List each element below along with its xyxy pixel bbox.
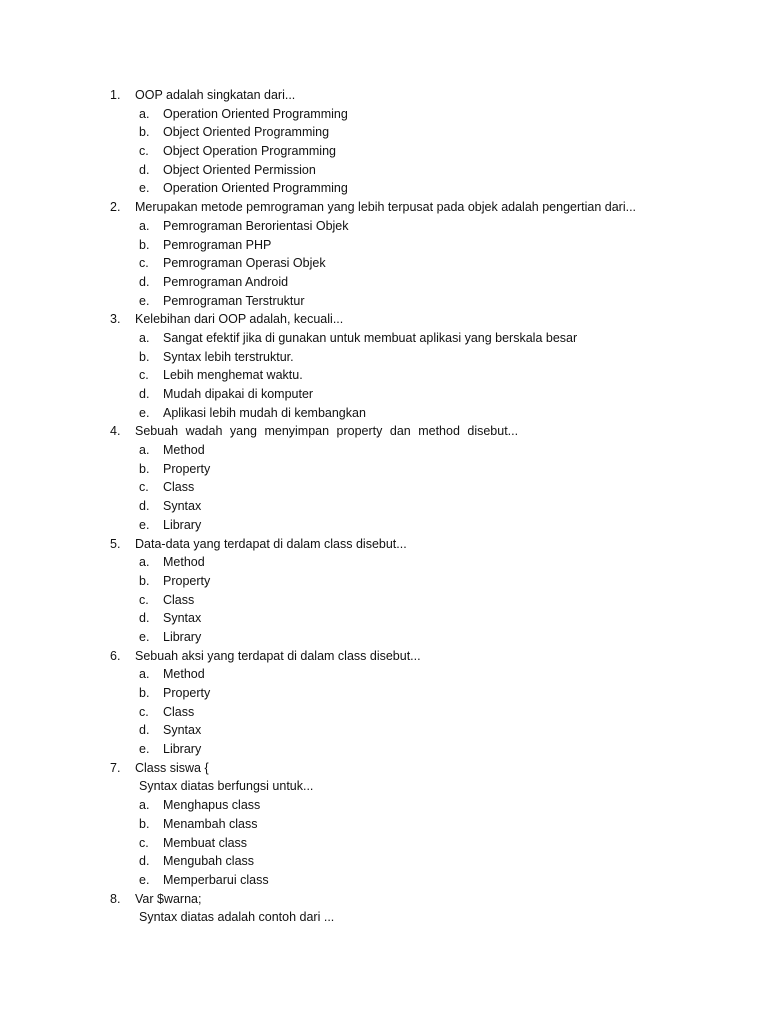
option-text: Pemrograman Terstruktur [163,293,305,308]
answer-option [0,292,768,311]
option-letter: c. [139,144,149,159]
answer-option [0,161,768,180]
option-letter: a. [139,330,150,345]
option-letter: e. [139,872,150,887]
answer-option [0,572,768,591]
answer-option [0,142,768,161]
option-text: Method [163,555,205,570]
option-text: Memperbarui class [163,872,269,887]
question-text: Sebuah aksi yang terdapat di dalam class disebut... [135,648,421,663]
option-text: Pemrograman Operasi Objek [163,256,326,271]
option-text: Membuat class [163,835,248,850]
question-continuation-text: Syntax diatas adalah contoh dari ... [139,910,335,925]
question-text: Class siswa { [135,760,209,775]
question-3 [0,310,768,329]
option-letter: e. [139,629,150,644]
answer-option [0,273,768,292]
option-text: Method [163,667,205,682]
option-letter: c. [139,368,149,383]
option-text: Library [163,742,202,757]
option-letter: d. [139,854,150,869]
question-number: 6. [110,648,121,663]
question-5 [0,535,768,554]
option-text: Syntax lebih terstruktur. [163,349,294,364]
option-letter: e. [139,742,150,757]
question-text: Var $warna; [135,891,202,906]
option-letter: b. [139,349,150,364]
option-letter: b. [139,237,150,252]
question-continuation [0,777,768,796]
option-text: Lebih menghemat waktu. [163,368,303,383]
answer-option [0,609,768,628]
question-number: 1. [110,88,121,102]
option-letter: b. [139,573,150,588]
option-letter: c. [139,480,149,495]
option-letter: a. [139,443,150,458]
option-letter: e. [139,293,150,308]
answer-option [0,684,768,703]
answer-option [0,123,768,142]
question-number: 7. [110,760,121,775]
answer-option [0,553,768,572]
option-text: Syntax [163,499,202,514]
answer-option [0,591,768,610]
option-text: Class [163,480,195,495]
option-text: Property [163,461,211,476]
answer-option [0,740,768,759]
answer-option [0,179,768,198]
option-letter: a. [139,218,150,233]
option-text: Method [163,443,205,458]
option-letter: c. [139,704,149,719]
question-text: Kelebihan dari OOP adalah, kecuali... [135,312,344,327]
question-number: 4. [110,424,121,439]
answer-option [0,404,768,423]
option-letter: c. [139,592,149,607]
option-letter: d. [139,162,150,177]
answer-option [0,105,768,124]
option-letter: c. [139,835,149,850]
answer-option [0,348,768,367]
answer-option [0,366,768,385]
answer-option [0,236,768,255]
option-letter: b. [139,461,150,476]
option-text: Class [163,704,195,719]
question-2 [0,198,768,217]
answer-option [0,254,768,273]
answer-option [0,441,768,460]
option-letter: d. [139,611,150,626]
option-letter: d. [139,274,150,289]
answer-option [0,385,768,404]
option-text: Sangat efektif jika di gunakan untuk membuat aplikasi yang berskala besar [163,330,578,345]
option-text: Object Oriented Permission [163,162,316,177]
option-text: Syntax [163,611,202,626]
option-letter: b. [139,686,150,700]
option-text: Mudah dipakai di komputer [163,387,314,401]
option-text: Property [163,686,211,700]
question-1 [0,86,768,105]
answer-option [0,796,768,815]
option-text: Mengubah class [163,854,255,869]
option-text: Library [163,629,202,644]
question-text: Data-data yang terdapat di dalam class disebut... [135,536,407,551]
answer-option [0,460,768,479]
question-continuation-text: Syntax diatas berfungsi untuk... [139,779,314,794]
question-number: 8. [110,891,121,906]
option-letter: e. [139,517,150,532]
option-letter: b. [139,816,150,831]
question-text: OOP adalah singkatan dari... [135,88,296,102]
answer-option [0,478,768,497]
option-text: Aplikasi lebih mudah di kembangkan [163,405,366,420]
question-7 [0,759,768,778]
answer-option [0,516,768,535]
option-letter: a. [139,106,150,121]
answer-option [0,665,768,684]
option-letter: a. [139,555,150,570]
answer-option [0,852,768,871]
answer-option [0,721,768,740]
option-text: Library [163,517,202,532]
question-text: Merupakan metode pemrograman yang lebih terpusat pada objek adalah pengertian dari... [135,200,637,215]
option-letter: d. [139,499,150,514]
option-text: Operation Oriented Programming [163,181,348,196]
option-letter: e. [139,181,150,196]
answer-option [0,815,768,834]
option-text: Syntax [163,723,202,738]
option-text: Pemrograman PHP [163,237,272,252]
option-text: Pemrograman Berorientasi Objek [163,218,349,233]
answer-option [0,834,768,853]
quiz-document [0,86,768,927]
option-letter: d. [139,723,150,738]
option-letter: c. [139,256,149,271]
question-number: 2. [110,200,121,215]
option-text: Menambah class [163,816,258,831]
answer-option [0,871,768,890]
option-letter: b. [139,125,150,140]
answer-option [0,217,768,236]
question-number: 5. [110,536,121,551]
option-letter: e. [139,405,150,420]
option-letter: a. [139,798,150,813]
answer-option [0,497,768,516]
option-text: Property [163,573,211,588]
question-number: 3. [110,312,121,327]
option-text: Object Oriented Programming [163,125,330,140]
question-6 [0,647,768,666]
option-text: Object Operation Programming [163,144,336,159]
answer-option [0,703,768,722]
option-text: Pemrograman Android [163,274,289,289]
question-8 [0,890,768,909]
option-text: Class [163,592,195,607]
question-continuation [0,908,768,927]
option-text: Menghapus class [163,798,261,813]
question-text: Sebuah wadah yang menyimpan property dan method disebut... [135,424,519,439]
option-letter: a. [139,667,150,682]
answer-option [0,628,768,647]
question-4 [0,422,768,441]
option-letter: d. [139,387,150,401]
answer-option [0,329,768,348]
option-text: Operation Oriented Programming [163,106,348,121]
